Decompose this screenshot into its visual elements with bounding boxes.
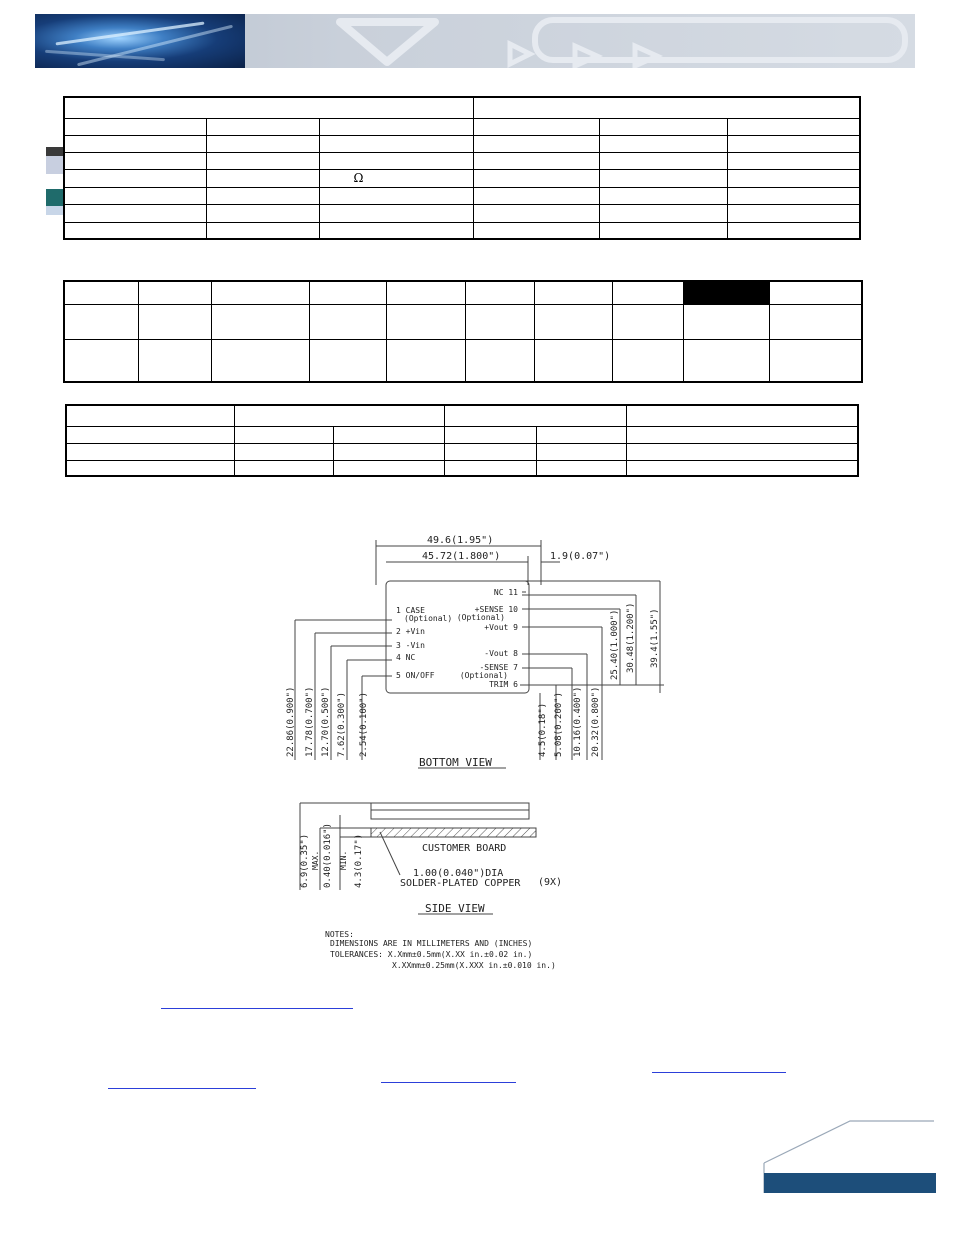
- pin-label: 5 ON/OFF: [396, 671, 435, 680]
- notes-line: TOLERANCES: X.Xmm±0.5mm(X.XX in.±0.02 in.): [330, 950, 533, 959]
- hyperlink[interactable]: [652, 1072, 786, 1073]
- customer-board-label: CUSTOMER BOARD: [422, 843, 507, 854]
- dim-left: 2.54(0.100"): [359, 691, 369, 757]
- hyperlink[interactable]: [381, 1082, 516, 1083]
- dim-side: MAX.: [311, 850, 320, 870]
- pin-diameter-label: 1.00(0.040")DIA: [413, 868, 504, 879]
- dim-right: 25.40(1.000"): [610, 609, 620, 680]
- notes-heading: NOTES:: [325, 930, 354, 939]
- ohm-symbol: Ω: [353, 171, 364, 185]
- pin-label: -Vout 8: [484, 649, 518, 658]
- dim-left: 12.70(0.500"): [321, 686, 331, 757]
- dim-top-pitch: 45.72(1.800"): [422, 551, 501, 562]
- pin-label: 1 CASE: [396, 606, 425, 615]
- dim-side: MIN.: [339, 850, 348, 870]
- pin-label: +Vout 9: [484, 623, 518, 632]
- bottom-view-label: BOTTOM VIEW: [419, 756, 492, 769]
- pin-label: 4 NC: [396, 653, 416, 662]
- dim-left: 22.86(0.900"): [286, 686, 296, 757]
- pin-label: (Optional): [404, 614, 453, 623]
- dim-right: 30.48(1.200"): [626, 602, 636, 673]
- pin-count-label: (9X): [538, 877, 563, 888]
- notes-line: DIMENSIONS ARE IN MILLIMETERS AND (INCHES): [330, 939, 533, 948]
- dim-bottom: 10.16(0.400"): [573, 686, 583, 757]
- dim-right: 39.4(1.55"): [650, 608, 660, 668]
- side-body: [371, 803, 529, 819]
- hyperlink[interactable]: [161, 1008, 353, 1009]
- footer-corner-graphic: [762, 1118, 936, 1193]
- dim-side: 4.3(0.17"): [354, 833, 364, 888]
- notes-line: X.XXmm±0.25mm(X.XXX in.±0.010 in.): [392, 961, 556, 970]
- dim-side: 6.9(0.35"): [300, 833, 310, 888]
- dim-left: 17.78(0.700"): [305, 686, 315, 757]
- pin-material-label: SOLDER-PLATED COPPER: [400, 878, 521, 889]
- pin-label: -SENSE 7: [479, 663, 518, 672]
- pin-label: 2 +Vin: [396, 627, 425, 636]
- pin-label: +SENSE 10: [474, 605, 518, 614]
- dim-top-overall: 49.6(1.95"): [427, 535, 494, 546]
- dim-top-edge: 1.9(0.07"): [550, 551, 611, 562]
- dim-left: 7.62(0.300"): [337, 691, 347, 757]
- customer-board-outline: [371, 828, 536, 837]
- side-view-label: SIDE VIEW: [425, 902, 485, 915]
- dim-bottom: 5.08(0.200"): [554, 691, 564, 757]
- hyperlink[interactable]: [108, 1088, 256, 1089]
- dim-bottom: 4.5(0.18"): [538, 702, 548, 757]
- dim-side: 0.40(0.016"): [323, 822, 333, 888]
- pin-label: TRIM 6: [489, 680, 518, 689]
- pin-label: (Optional): [459, 671, 508, 680]
- dim-bottom: 20.32(0.800"): [591, 686, 601, 757]
- pin-label: NC 11: [493, 588, 518, 597]
- pin-label: (Optional): [456, 613, 505, 622]
- pin-label: 3 -Vin: [396, 641, 425, 650]
